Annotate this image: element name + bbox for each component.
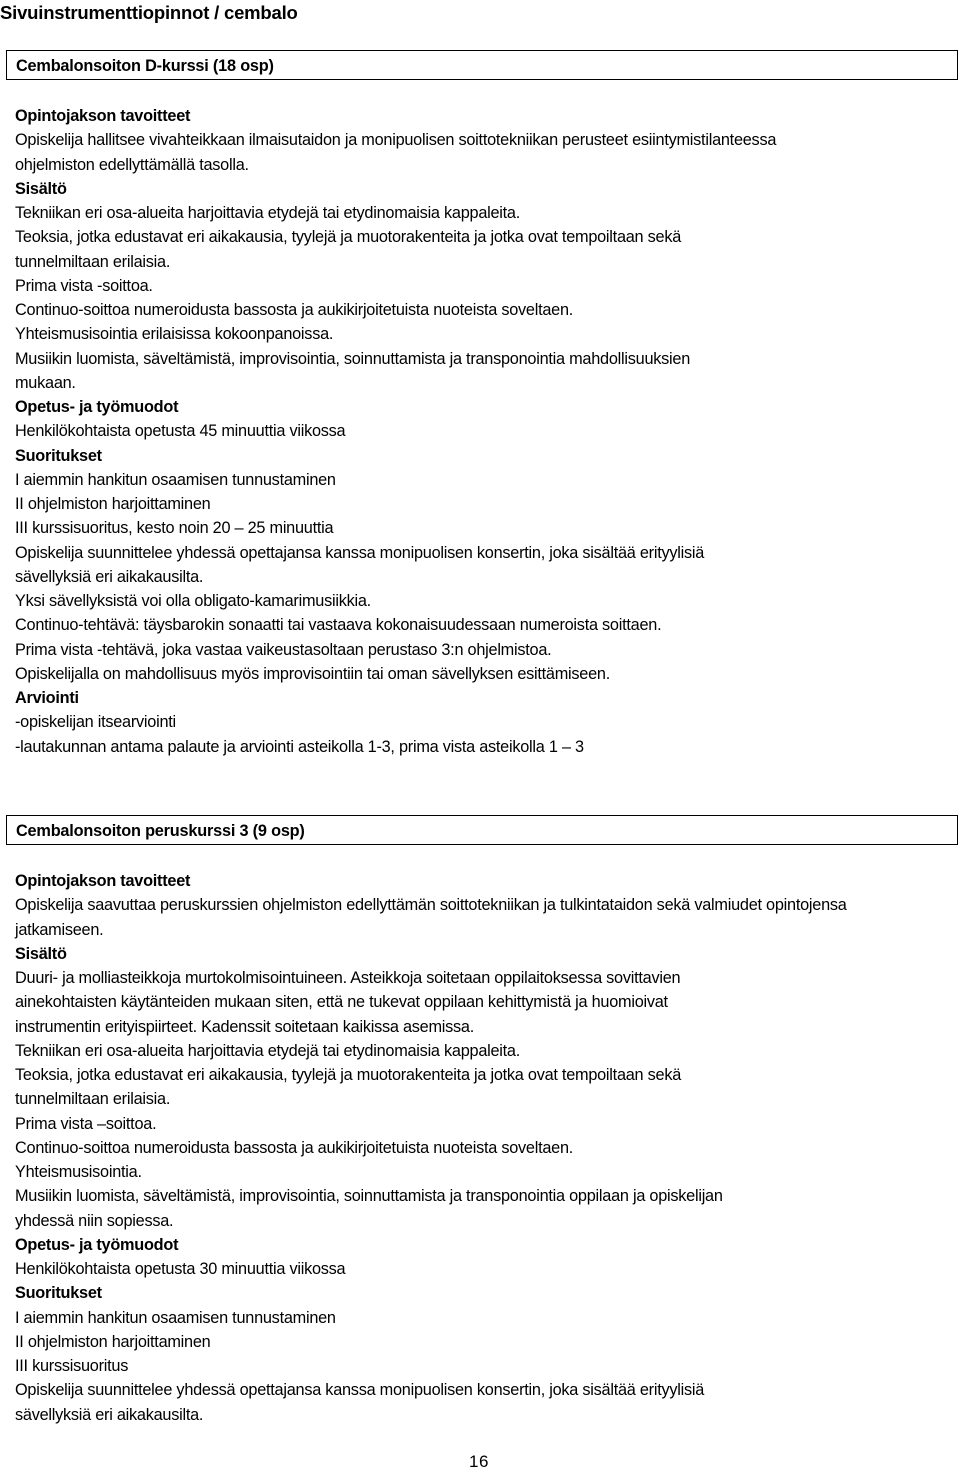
text-line: Prima vista -tehtävä, joka vastaa vaikeustasoltaan perustaso 3:n ohjelmistoa. [15, 640, 552, 659]
text-line: III kurssisuoritus [15, 1357, 129, 1375]
text-line: sävellyksiä eri aikakausilta. [15, 567, 204, 586]
text-line: instrumentin erityispiirteet. Kadenssit soitetaan kaikissa asemissa. [15, 1017, 474, 1036]
section-heading: Opintojakson tavoitteet [15, 107, 191, 125]
text-line: Yhteismusisointia. [15, 1163, 142, 1181]
text-line: Opiskelija saavuttaa peruskurssien ohjelmiston edellyttämän soittotekniikan ja tulkintataidon sekä valmiudet opintojensa [15, 896, 847, 915]
text-line: II ohjelmiston harjoittaminen [15, 495, 211, 513]
text-line: jatkamiseen. [15, 920, 104, 939]
section-heading: Opetus- ja työmuodot [15, 398, 179, 416]
section-heading: Arviointi [15, 689, 79, 707]
text-line: -opiskelijan itsearviointi [15, 713, 176, 732]
text-line: Continuo-soittoa numeroidusta bassosta ja aukikirjoitetuista nuoteista soveltaen. [15, 1138, 574, 1157]
text-line: Henkilökohtaista opetusta 45 minuuttia viikossa [15, 422, 346, 441]
text-line: sävellyksiä eri aikakausilta. [15, 1405, 204, 1424]
text-line: Teoksia, jotka edustavat eri aikakausia, tyylejä ja muotorakenteita ja jotka ovat tempoiltaan sekä [15, 228, 682, 247]
text-line: Opiskelija hallitsee vivahteikkaan ilmaisutaidon ja monipuolisen soittotekniikan perusteet esiintymistilanteessa [15, 131, 777, 150]
course-title-box-d-course [6, 50, 958, 80]
course-title-box-basic-course-3 [6, 815, 958, 845]
text-line: Yhteismusisointia erilaisissa kokoonpanoissa. [15, 325, 334, 344]
section-heading: Sisältö [15, 944, 67, 963]
course-title: Cembalonsoiton D-kurssi (18 osp) [16, 57, 274, 75]
page-number: 16 [469, 1452, 489, 1471]
text-line: Continuo-tehtävä: täysbarokin sonaatti tai vastaava kokonaisuudessaan numeroista soittaen. [15, 616, 662, 635]
text-line: Henkilökohtaista opetusta 30 minuuttia viikossa [15, 1260, 346, 1278]
page-title: Sivuinstrumenttiopinnot / cembalo [0, 2, 298, 23]
section-heading: Sisältö [15, 179, 67, 198]
text-line: Tekniikan eri osa-alueita harjoittavia etydejä tai etydinomaisia kappaleita. [15, 204, 521, 222]
text-line: Yksi sävellyksistä voi olla obligato-kamarimusiikkia. [15, 592, 371, 610]
text-line: Opiskelija suunnittelee yhdessä opettajansa kanssa monipuolisen konsertin, joka sisältää erityylisiä [15, 543, 705, 562]
text-line: Duuri- ja molliasteikkoja murtokolmisointuineen. Asteikkoja soitetaan oppilaitoksessa sovittavien [15, 969, 681, 987]
course-content-basic-course-3 [15, 869, 950, 1427]
text-line: tunnelmiltaan erilaisia. [15, 1090, 171, 1109]
course-content-d-course [15, 104, 950, 759]
text-line: Opiskelija suunnittelee yhdessä opettajansa kanssa monipuolisen konsertin, joka sisältää erityylisiä [15, 1381, 705, 1400]
section-heading: Suoritukset [15, 1284, 102, 1303]
text-line: ainekohtaisten käytänteiden mukaan siten, että ne tukevat oppilaan kehittymistä ja huomioivat [15, 993, 668, 1012]
text-line: -lautakunnan antama palaute ja arviointi asteikolla 1-3, prima vista asteikolla 1 – 3 [15, 737, 584, 756]
text-line: Prima vista –soittoa. [15, 1114, 157, 1133]
text-line: Tekniikan eri osa-alueita harjoittavia etydejä tai etydinomaisia kappaleita. [15, 1041, 521, 1060]
text-line: III kurssisuoritus, kesto noin 20 – 25 minuuttia [15, 519, 334, 538]
course-title: Cembalonsoiton peruskurssi 3 (9 osp) [16, 822, 305, 840]
text-line: Opiskelijalla on mahdollisuus myös improvisointiin tai oman sävellyksen esittämiseen. [15, 664, 610, 683]
text-line: Musiikin luomista, säveltämistä, improvisointia, soinnuttamista ja transponointia mahdollisuuksien [15, 349, 691, 368]
text-line: I aiemmin hankitun osaamisen tunnustaminen [15, 1308, 336, 1327]
section-heading: Opintojakson tavoitteet [15, 872, 191, 890]
section-heading: Suoritukset [15, 446, 102, 465]
text-line: Teoksia, jotka edustavat eri aikakausia, tyylejä ja muotorakenteita ja jotka ovat tempoiltaan sekä [15, 1066, 682, 1084]
text-line: ohjelmiston edellyttämällä tasolla. [15, 155, 249, 174]
text-line: Continuo-soittoa numeroidusta bassosta ja aukikirjoitetuista nuoteista soveltaen. [15, 301, 574, 319]
section-heading: Opetus- ja työmuodot [15, 1235, 179, 1254]
text-line: tunnelmiltaan erilaisia. [15, 252, 171, 271]
text-line: yhdessä niin sopiessa. [15, 1211, 174, 1230]
text-line: II ohjelmiston harjoittaminen [15, 1332, 211, 1351]
text-line: I aiemmin hankitun osaamisen tunnustaminen [15, 470, 336, 489]
text-line: Prima vista -soittoa. [15, 276, 153, 295]
text-line: mukaan. [15, 373, 76, 392]
text-line: Musiikin luomista, säveltämistä, improvisointia, soinnuttamista ja transponointia oppilaan ja opiskelijan [15, 1187, 723, 1206]
